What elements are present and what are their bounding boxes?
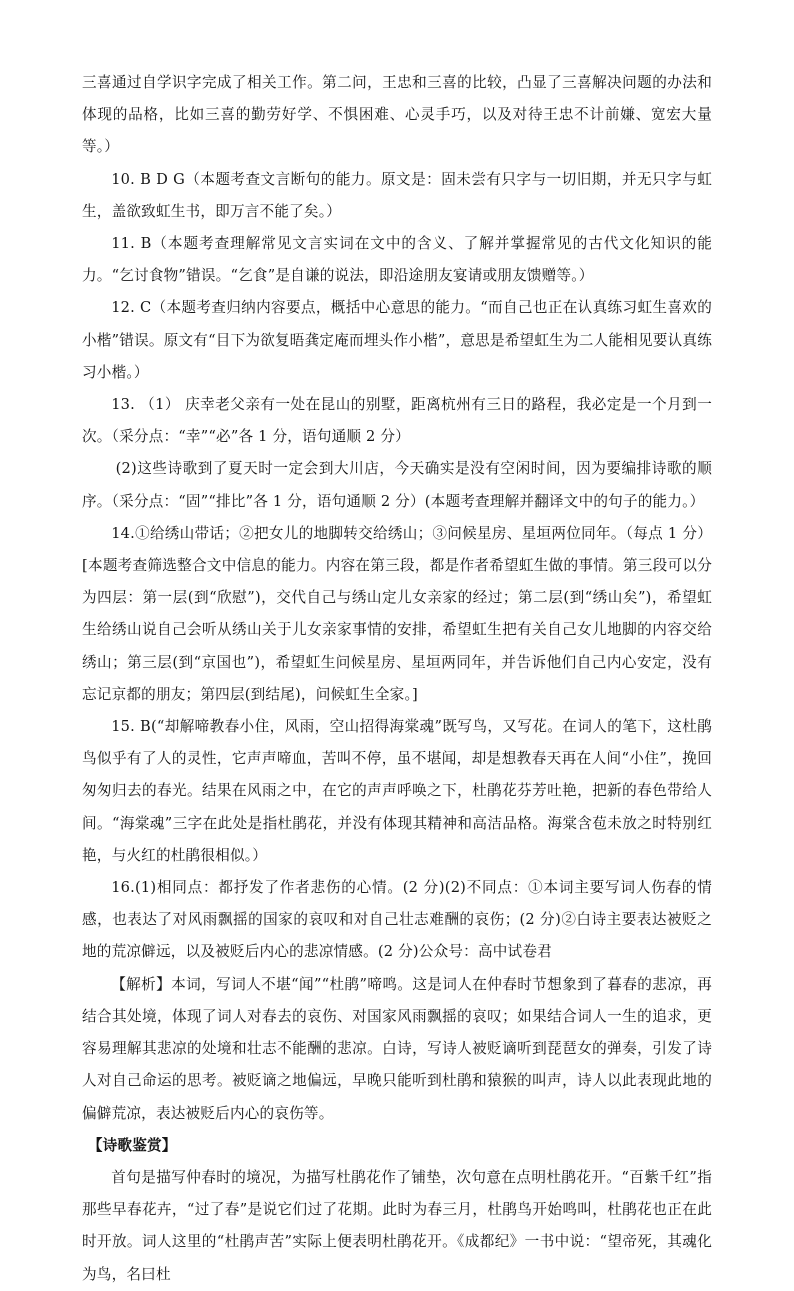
answer-11: 11. B（本题考查理解常见文言实词在文中的含义、了解并掌握常见的古代文化知识的能力。“乞讨食物”错误。“乞食”是自谦的说法，即沿途朋友宴请或朋友馈赠等。） <box>82 235 712 285</box>
paragraph-intro: 三喜通过自学识字完成了相关工作。第二问，王忠和三喜的比较，凸显了三喜解决问题的办法和体现的品格，比如三喜的勤劳好学、不惧困难、心灵手巧，以及对待王忠不计前嫌、宽宏大量等。） <box>82 74 712 156</box>
answer-10: 10. B D G（本题考查文言断句的能力。原文是：固未尝有只字与一切旧期，并无只字与虹生，盖欲致虹生书，即万言不能了矣。） <box>82 170 712 220</box>
answer-13-part-1: 13. （1） 庆幸老父亲有一处在昆山的别墅，距离杭州有三日的路程，我必定是一个月到一次。（采分点：“幸”“必”各 1 分，语句通顺 2 分） <box>82 396 712 446</box>
analysis-paragraph: 【解析】本词，写词人不堪“闻”“杜鹃”啼鸣。这是词人在仲春时节想象到了暮春的悲凉，再结合其处境，体现了词人对春去的哀伤、对国家风雨飘摇的哀叹；如果结合词人一生的追求，更容易理解其悲凉的处境和壮志不能酬的悲凉。白诗，写诗人被贬谪听到琵琶女的弹奏，引发了诗人对自己命运的思考。被贬谪之地偏远，早晚只能听到杜鹃和猿猴的叫声，诗人以此表现此地的偏僻荒凉，表达被贬后内心的哀伤等。 <box>82 975 712 1122</box>
answer-16: 16.(1)相同点：都抒发了作者悲伤的心情。(2 分)(2)不同点：①本词主要写词人伤春的情感，也表达了对风雨飘摇的国家的哀叹和对自己壮志难酬的哀伤；(2 分)②白诗主要表达被贬之地的荒凉僻远，以及被贬后内心的悲凉情感。(2 分)公众号：高中试卷君 <box>82 879 712 961</box>
answer-12: 12. C（本题考查归纳内容要点，概括中心意思的能力。“而自己也正在认真练习虹生喜欢的小楷”错误。原文有“目下为欲复晤龚定庵而埋头作小楷”，意思是希望虹生为二人能相见要认真练习小楷。） <box>82 299 712 381</box>
poetry-appreciation-text: 首句是描写仲春时的境况，为描写杜鹃花作了铺垫，次句意在点明杜鹃花开。“百紫千红”指那些早春花卉，“过了春”是说它们过了花期。此时为春三月，杜鹃鸟开始鸣叫，杜鹃花也正在此时开放。词人这里的“杜鹃声苦”实际上便表明杜鹃花开。《成都纪》一书中说：“望帝死，其魂化为鸟，名曰杜 <box>82 1168 712 1283</box>
poetry-appreciation-label: 【诗歌鉴赏】 <box>87 1136 177 1154</box>
answer-13-part-2: (2)这些诗歌到了夏天时一定会到大川店，今天确实是没有空闲时间，因为要编排诗歌的顺序。（采分点：“固”“排比”各 1 分，语句通顺 2 分）(本题考查理解并翻译文中的句子的能力。） <box>82 460 712 510</box>
answer-14: 14.①给绣山带话；②把女儿的地脚转交给绣山；③问候星房、星垣两位同年。（每点 1 分）[本题考查筛选整合文中信息的能力。内容在第三段，都是作者希望虹生做的事情。第三段可以分为四层：第一层(到“欣慰”)，交代自己与绣山定儿女亲家的经过；第二层(到“绣山矣”)，希望虹生给绣山说自己会听从绣山关于儿女亲家事情的安排，希望虹生把有关自己女儿地脚的内容交给绣山；第三层(到“京国也”)，希望虹生问候星房、星垣两同年，并告诉他们自己内心安定，没有忘记京都的朋友；第四层(到结尾)，问候虹生全家。] <box>82 524 712 703</box>
answer-15: 15. B(“却解啼教春小住，风雨，空山招得海棠魂”既写鸟，又写花。在词人的笔下，这杜鹃鸟似乎有了人的灵性，它声声啼血，苦叫不停，虽不堪闻，却是想教春天再在人间“小住”，挽回匆匆归去的春光。结果在风雨之中，在它的声声呼唤之下，杜鹃花芬芳吐艳，把新的春色带给人间。“海棠魂”三字在此处是指杜鹃花，并没有体现其精神和高洁品格。海棠含苞未放之时特别红艳，与火红的杜鹃很相似。） <box>82 718 712 864</box>
